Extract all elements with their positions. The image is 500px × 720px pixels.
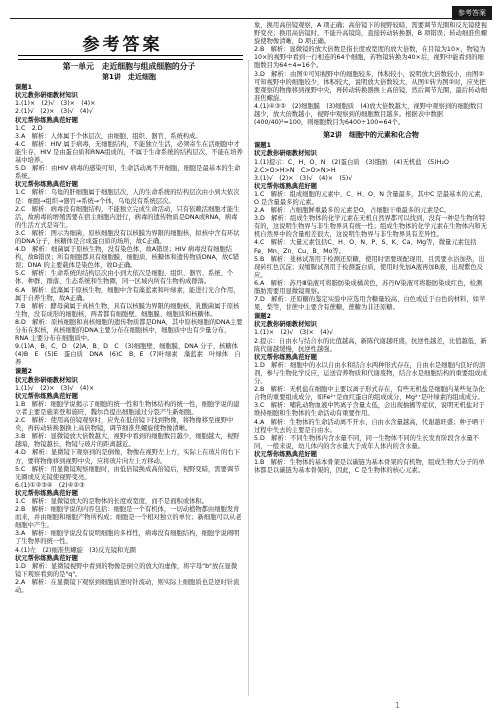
answer-line: 4.A 解析：生物体的生命活动离不开水，自由水含量越高，代谢越旺盛；种子晒干过程中失去的主要是自由水。 [254, 418, 485, 434]
answer-line: 4.(1)左 (2)细准焦螺旋 (3)反光镜和光圈 [15, 546, 136, 554]
header-tab: 参考答案 [452, 6, 492, 20]
subsection-heading: 状元教你研细教材知识 [254, 150, 317, 158]
answer-line: 4.D 解析：显微镜下观察到的是倒像，物像在视野左上方，实际上在玻片的右下方，要将物像移到视野中央，应将玻片向左上方移动。 [15, 449, 240, 465]
answer-line: 1.(1)√ (2)× (3)√ (4)× [15, 384, 95, 392]
answer-line: 3.C 解析：图示为细菌，原核细胞没有以核膜为界限的细胞核，拟核中含有环状的DNA分子，核糖体是合成蛋白质的场所，故C正确。 [15, 229, 240, 245]
answer-line: 4.C 解析：大量元素包括C、H、O、N、P、S、K、Ca、Mg等，微量元素包括Fe、Mn、Zn、Cu、B、Mo等。 [254, 239, 477, 255]
page-title: 参考答案 [82, 35, 163, 55]
answer-line: 4.D 解析：细菌属于原核生物，没有染色体，故A错误；HIV 病毒没有细胞结构，故B错误；所有细胞都具有细胞膜、细胞质、核糖体和遗传物质DNA，故C错误；DNA 的主要载体是染色体，故D正确。 [15, 246, 240, 270]
answer-line: 5.C 解析：生命系统的结构层次由小到大依次是细胞、组织、器官、系统、个体、种群、群落、生态系统和生物圈，同一区域内所有生物构成群落。 [15, 270, 234, 286]
answer-line: 7.B 解析：酵母菌属于真核生物，具有以核膜为界限的细胞核，乳酸菌属于原核生物，没有成形的细胞核，两者都有细胞壁、细胞膜、细胞质和核糖体。 [15, 302, 240, 318]
answer-line: 1.(1)× (2)√ (3)× (4)√ [254, 329, 334, 337]
subsection-heading: 状元帮你练熟典范好题 [254, 353, 317, 361]
answer-line: 5.D 解析：不同生物体内含水量不同，同一生物体不同的生长发育阶段含水量不同，一般来说，幼儿体内的含水量大于成年人体内的含水量。 [254, 434, 479, 450]
answer-line: 2.C>O>H>N C>O>N>H [254, 166, 336, 174]
left-answer-list [15, 84, 243, 595]
answer-line: 1.D 解析：显微镜视野中看到的物像是倒立的放大的虚像，将字母"b"放在显微镜下观察看到的是"q"。 [15, 562, 238, 578]
answer-line: 2.(1)√ (2)× (3)√ (4)√ [15, 108, 93, 116]
page-number: 1 [395, 701, 401, 710]
subsection-heading: 状元教你研细教材知识 [254, 321, 317, 329]
answer-line: 2.B 解析：无机盐在细胞中主要以离子形式存在，有些无机盐是细胞内某些复杂化合物的重要组成成分，如Fe²⁺是血红蛋白的组成成分，Mg²⁺是叶绿素的组成成分。 [254, 386, 485, 402]
section-heading: 课题1 [254, 142, 271, 150]
section-heading: 课题2 [15, 368, 32, 376]
header-rule [10, 18, 492, 19]
answer-line: 9.(1)A、B、C、D (2)A、B、D C (3)细胞壁、细胞膜、DNA 分子、核糖体 (4)B E (5)E 蛋白质 DNA (6)C B、E (7)叶绿素 藻蓝素 叶绿体 自养 [15, 343, 245, 367]
answer-line: 1.(1)提示：C、H、O、N (2)蛋白质 (3)脂肪 (4)无机盐 (5)H₂O [254, 158, 449, 166]
answer-line: 3.(1)√ (2)× (3)√ (4)× (5)√ [254, 174, 353, 182]
answer-line: 2.C 解析：病毒没有细胞结构，不能独立完成生命活动，只有依赖活细胞才能生活，故病毒的增殖需要在宿主细胞内进行，病毒的遗传物质是DNA或RNA，病毒的生活方式是寄生。 [15, 205, 240, 229]
answer-line: 2.A 解析：占细胞鲜重最多的元素是O，占细胞干重最多的元素是C。 [254, 207, 450, 215]
answer-line: 6.A 解析：蓝藻属于原核生物，细胞中含有藻蓝素和叶绿素，能进行光合作用，属于自养生物，故A正确。 [15, 286, 240, 302]
answer-line: 1.C 解析：显微镜放大的是物体的长度或宽度，而不是面积或体积。 [15, 497, 209, 505]
answer-line: 象，换用高倍镜观察，A 项正确；高倍镜下的视野较暗，需要调节光圈和反光镜使视野变亮；换用高倍镜时，不能升高镜筒，直接转动转换器，B 项错误；转动细准焦螺旋使物像清晰，D 项正确。 [254, 22, 488, 46]
subsection-heading: 状元教你研细教材知识 [15, 376, 78, 384]
answer-line: 1.D 解析：细胞中的水以自由水和结合水两种形式存在，自由水是细胞内良好的溶剂，参与生物化学反应，运送营养物质和代谢废物，结合水是细胞结构的重要组成成分。 [254, 361, 487, 386]
right-answer-list [254, 142, 488, 475]
answer-line: 1.C 2.D [15, 124, 43, 132]
answer-line: 8.D 解析：原核细胞和真核细胞的遗传物质都是DNA，其中原核细胞的DNA主要分布在拟核，真核细胞的DNA主要分布在细胞核中，细胞质中也有少量分布，RNA 主要分布在细胞质中。 [15, 318, 243, 343]
answer-line: 1.B 解析：生物体的基本骨架是以碳链为基本骨架的有机物，组成生物大分子的单体都是以碳链为基本骨架的，因此，C 是生物体的核心元素。 [254, 458, 485, 475]
answer-line: 3.B 解析：显微镜放大倍数越大，视野中看到的细胞数目越少，细胞越大，视野越暗，物镜越长，物镜与玻片的距离越近。 [15, 433, 240, 449]
answer-line: 2.A 解析：在显微镜下观察到细胞质逆时针流动，则实际上细胞质也是逆时针流动。 [15, 578, 240, 594]
answer-line: 1.C 解析：乌龟的肝细胞属于细胞层次，人的生命系统的结构层次由小到大依次是：细胞→组织→器官→系统→个体，乌龟没有系统层次。 [15, 189, 240, 205]
answer-line: 2.提示：自由水与结合水的比值越高，新陈代谢越旺盛，抗逆性越差，比值越低，新陈代谢越缓慢，抗逆性越强。 [254, 337, 487, 353]
subsection-heading: 状元帮你练熟典范好题 [15, 392, 78, 400]
answer-line: 3.D 解析：组成生物体的化学元素在无机自然界都可以找到，没有一种是生物所特有的，这说明生物界与非生物界具有统一性；组成生物体的化学元素在生物体内和无机自然界中的含量相差很大，这说明生物界与非生物界具有差异性。 [254, 215, 487, 239]
answer-line: 3.C 解析：哺乳动物血液中钙离子含量太低，会出现抽搐等症状，说明无机盐对于维持细胞和生物体的生命活动有重要作用。 [254, 402, 485, 418]
answer-line: 4.C 解析：HIV 属于病毒，无细胞结构，不能独立生活，必须寄生在活细胞中才能生存，HIV 是由蛋白质和RNA组成的，不属于生命系统的结构层次，不能在培养基中培养。 [15, 140, 243, 165]
right-column [254, 22, 488, 696]
answer-line: 7.D 解析：还原糖的鉴定实验中应选用含糖量较高、白色或近于白色的材料，如苹果、梨等，甘蔗中主要含有蔗糖，蔗糖为非还原糖。 [254, 296, 486, 312]
answer-line: 3.A 解析：人体属于个体层次，由细胞、组织、器官、系统构成。 [15, 132, 202, 140]
answer-line: 2.B 解析：显微镜的放大倍数是指长度或宽度的放大倍数，在目镜为10×，物镜为10×的视野中看到一行相连的64个细胞，若物镜转换为40×后，视野中能看到的细胞数目为64÷4=16个。 [254, 46, 486, 70]
left-column [15, 60, 243, 696]
unit-title: 第一单元 走近细胞与组成细胞的分子 [62, 62, 196, 71]
answer-line: 5.D 解析：由HIV 病毒的感染可知，生命活动离不开细胞，细胞是最基本的生命系统。 [15, 165, 241, 181]
lesson-title-2: 第2讲 细胞中的元素和化合物 [323, 131, 419, 140]
answer-line: 1.C 解析：组成细胞的元素中，C、H、O、N 含量最多，其中C 是最基本的元素，O 是含量最多的元素。 [254, 190, 487, 206]
subsection-heading: 状元帮你练熟典范好题 [15, 554, 78, 562]
answer-line: 1.B 解析：细胞学说揭示了细胞的统一性和生物体结构的统一性，细胞学说的建立者主要是施莱登和施旺，魏尔肖提出细胞通过分裂产生新细胞。 [15, 400, 240, 416]
answer-line: 6.(1)①②③④ (2)④②③ [15, 481, 85, 489]
answer-line: 4.(1)④③② (2)细胞膜 (3)细胞质 (4)放大倍数越大，视野中观察到的细胞数目越少，放大倍数越小，视野中观察到的细胞数目越多。根据表中数据(400/40)²=100，则细胞数目为6400÷100=64个。 [254, 102, 483, 127]
answer-line: 5.C 解析：用显微镜观察细胞时，由低倍镜换成高倍镜后，视野变暗，需要调节光圈或反光镜使视野变亮。 [15, 465, 240, 481]
answer-line: 2.B 解析：细胞学说的内容包括：细胞是一个有机体，一切动植物都由细胞发育而来，并由细胞和细胞产物所构成；细胞是一个相对独立的单位；新细胞可以从老细胞中产生。 [15, 506, 242, 530]
right-answer-list-top [254, 22, 488, 127]
section-heading: 课题2 [254, 313, 271, 321]
subsection-heading: 状元教你研细教材知识 [15, 92, 78, 100]
answer-line: 3.A 解析：细胞学说没有说明细胞的多样性，病毒没有细胞结构，细胞学说阐明了生物界的统一性。 [15, 530, 240, 546]
subsection-heading: 状元帮你练熟典范好题 [254, 182, 317, 190]
section-heading: 课题1 [15, 84, 32, 92]
column-divider [248, 60, 249, 696]
subsection-heading: 状元帮你练熟典范好题 [15, 489, 78, 497]
answer-line: 2.C 解析：使用高倍镜观察时，应先在低倍镜下找到物像，将物像移至视野中央，再转动转换器换上高倍物镜，调节细准焦螺旋使物像清晰。 [15, 417, 234, 433]
answer-line: 1.(1)× (2)√ (3)× (4)× [15, 100, 96, 108]
answer-line: 5.B 解析：斐林试剂用于检测还原糖，使用时需要现配现用，且需要水浴加热，出现砖红色沉淀；双缩脲试剂用于检测蛋白质，使用时先加A液再加B液，出现紫色反应。 [254, 255, 485, 279]
answer-line: 3.D 解析：由图①可知视野中的细胞较多，体积较小，说明放大倍数较小，由图②可知视野中的细胞较少，体积较大，说明放大倍数较大，从图①转为图②时，应先把要观察的物像移到视野中央，再转动转换器换上高倍镜，然后调节光圈，最后转动细准焦螺旋。 [254, 70, 487, 102]
subsection-heading: 状元帮你练熟典范好题 [15, 181, 78, 189]
lesson-title: 第1讲 走近细胞 [102, 73, 156, 82]
subsection-heading: 状元帮你练熟典范好题 [15, 116, 78, 124]
answer-line: 6.A 解析：苏丹Ⅲ染液可将脂肪染成橘黄色，苏丹Ⅳ染液可将脂肪染成红色，检测脂肪需要用显微镜观察。 [254, 279, 483, 295]
subsection-heading: 状元帮你练熟典范好题 [254, 450, 317, 458]
